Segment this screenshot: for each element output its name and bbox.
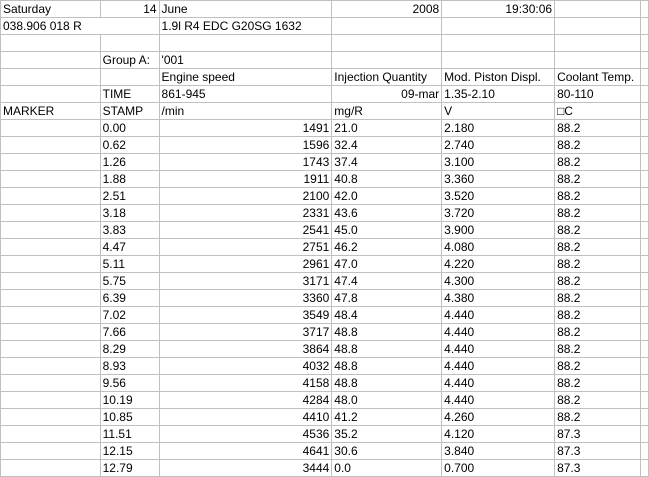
cell-stamp[interactable]: 12.15 (100, 443, 159, 460)
cell-engine-speed[interactable]: 1596 (159, 137, 332, 154)
cell-stamp[interactable]: 5.75 (100, 273, 159, 290)
table-row (1, 443, 649, 460)
cell-engine-speed[interactable]: 2100 (159, 188, 332, 205)
column-ranges-row (1, 86, 649, 103)
cell-marker[interactable] (1, 239, 101, 256)
cell-empty[interactable] (641, 205, 649, 222)
cell-piston-displ[interactable]: 4.440 (442, 358, 555, 375)
cell-piston-displ[interactable]: 4.440 (442, 392, 555, 409)
table-row (1, 392, 649, 409)
cell-injection-quantity[interactable]: 43.6 (332, 205, 442, 222)
cell-engine-speed[interactable]: 4032 (159, 358, 332, 375)
cell-empty[interactable] (641, 52, 649, 69)
header-row-date (1, 1, 649, 18)
table-row (1, 222, 649, 239)
cell-unit-injection[interactable]: mg/R (332, 103, 442, 120)
cell-col-name-injection[interactable]: Injection Quantity (332, 69, 442, 86)
cell-coolant-temp[interactable]: 88.2 (555, 375, 641, 392)
table-row (1, 426, 649, 443)
cell-stamp[interactable]: 7.02 (100, 307, 159, 324)
cell-time[interactable]: 19:30:06 (442, 1, 555, 18)
cell-injection-quantity[interactable]: 35.2 (332, 426, 442, 443)
cell-empty[interactable] (641, 307, 649, 324)
table-row (1, 341, 649, 358)
cell-engine-speed[interactable]: 2331 (159, 205, 332, 222)
cell-injection-quantity[interactable]: 48.8 (332, 375, 442, 392)
cell-marker[interactable] (1, 409, 101, 426)
cell-marker[interactable] (1, 358, 101, 375)
cell-coolant-temp[interactable]: 88.2 (555, 324, 641, 341)
cell-empty[interactable] (641, 120, 649, 137)
cell-stamp[interactable]: 10.19 (100, 392, 159, 409)
cell-marker[interactable] (1, 188, 101, 205)
cell-marker[interactable] (1, 460, 101, 477)
cell-empty[interactable] (641, 358, 649, 375)
cell-piston-displ[interactable]: 3.720 (442, 205, 555, 222)
cell-stamp[interactable]: 0.62 (100, 137, 159, 154)
cell-marker[interactable] (1, 171, 101, 188)
table-row (1, 358, 649, 375)
cell-empty[interactable] (641, 154, 649, 171)
cell-coolant-temp[interactable]: 87.3 (555, 426, 641, 443)
cell-coolant-temp[interactable]: 88.2 (555, 341, 641, 358)
cell-stamp[interactable]: 11.51 (100, 426, 159, 443)
table-row (1, 171, 649, 188)
cell-empty[interactable] (641, 35, 649, 52)
cell-empty[interactable] (641, 239, 649, 256)
cell-empty[interactable] (641, 324, 649, 341)
cell-injection-quantity[interactable]: 45.0 (332, 222, 442, 239)
cell-range-coolant[interactable]: 80-110 (555, 86, 641, 103)
cell-engine-speed[interactable]: 3864 (159, 341, 332, 358)
cell-injection-quantity[interactable]: 21.0 (332, 120, 442, 137)
cell-injection-quantity[interactable]: 46.2 (332, 239, 442, 256)
cell-empty[interactable] (555, 1, 641, 18)
cell-coolant-temp[interactable]: 88.2 (555, 171, 641, 188)
cell-empty[interactable] (442, 52, 555, 69)
cell-piston-displ[interactable]: 3.840 (442, 443, 555, 460)
cell-injection-quantity[interactable]: 30.6 (332, 443, 442, 460)
cell-empty[interactable] (332, 52, 442, 69)
cell-group-value[interactable]: '001 (159, 52, 332, 69)
cell-injection-quantity[interactable]: 47.4 (332, 273, 442, 290)
cell-piston-displ[interactable]: 4.120 (442, 426, 555, 443)
data-rows-body (1, 120, 649, 477)
cell-stamp[interactable]: 9.56 (100, 375, 159, 392)
cell-empty[interactable] (332, 18, 442, 35)
cell-marker[interactable] (1, 307, 101, 324)
cell-stamp[interactable]: 10.85 (100, 409, 159, 426)
cell-empty[interactable] (641, 137, 649, 154)
cell-marker[interactable] (1, 137, 101, 154)
table-row (1, 154, 649, 171)
cell-engine-speed[interactable]: 2961 (159, 256, 332, 273)
cell-empty[interactable] (641, 290, 649, 307)
cell-empty[interactable] (641, 86, 649, 103)
column-names-row (1, 69, 649, 86)
cell-empty[interactable] (641, 375, 649, 392)
cell-coolant-temp[interactable]: 88.2 (555, 188, 641, 205)
cell-stamp[interactable]: 7.66 (100, 324, 159, 341)
cell-col-name-speed[interactable]: Engine speed (159, 69, 332, 86)
cell-marker[interactable] (1, 392, 101, 409)
cell-empty[interactable] (641, 222, 649, 239)
table-row (1, 324, 649, 341)
cell-engine-speed[interactable]: 3171 (159, 273, 332, 290)
cell-piston-displ[interactable]: 2.740 (442, 137, 555, 154)
table-row (1, 460, 649, 477)
cell-piston-displ[interactable]: 4.440 (442, 375, 555, 392)
cell-empty[interactable] (641, 392, 649, 409)
cell-coolant-temp[interactable]: 88.2 (555, 205, 641, 222)
table-row (1, 307, 649, 324)
cell-piston-displ[interactable]: 2.180 (442, 120, 555, 137)
cell-empty[interactable] (641, 1, 649, 18)
cell-injection-quantity[interactable]: 48.4 (332, 307, 442, 324)
cell-marker[interactable] (1, 205, 101, 222)
column-units-row (1, 103, 649, 120)
cell-coolant-temp[interactable]: 88.2 (555, 392, 641, 409)
cell-piston-displ[interactable]: 4.440 (442, 324, 555, 341)
cell-coolant-temp[interactable]: 87.3 (555, 460, 641, 477)
table-row (1, 256, 649, 273)
cell-injection-quantity[interactable]: 32.4 (332, 137, 442, 154)
cell-unit-piston[interactable]: V (442, 103, 555, 120)
group-row (1, 52, 649, 69)
cell-coolant-temp[interactable]: 88.2 (555, 358, 641, 375)
cell-marker[interactable] (1, 290, 101, 307)
cell-empty[interactable] (1, 52, 101, 69)
cell-stamp[interactable]: 6.39 (100, 290, 159, 307)
cell-engine-speed[interactable]: 4284 (159, 392, 332, 409)
cell-marker[interactable] (1, 426, 101, 443)
cell-empty[interactable] (641, 409, 649, 426)
cell-empty[interactable] (555, 35, 641, 52)
table-row (1, 273, 649, 290)
cell-marker[interactable] (1, 443, 101, 460)
cell-marker[interactable] (1, 375, 101, 392)
cell-stamp[interactable]: 5.11 (100, 256, 159, 273)
cell-stamp[interactable]: 12.79 (100, 460, 159, 477)
cell-marker[interactable] (1, 256, 101, 273)
cell-empty[interactable] (641, 188, 649, 205)
cell-empty[interactable] (641, 460, 649, 477)
cell-empty[interactable] (641, 341, 649, 358)
cell-coolant-temp[interactable]: 88.2 (555, 256, 641, 273)
cell-piston-displ[interactable]: 4.260 (442, 409, 555, 426)
cell-empty[interactable] (442, 35, 555, 52)
cell-marker[interactable] (1, 222, 101, 239)
cell-empty[interactable] (641, 69, 649, 86)
blank-row (1, 35, 649, 52)
cell-piston-displ[interactable]: 3.360 (442, 171, 555, 188)
cell-marker[interactable] (1, 324, 101, 341)
cell-injection-quantity[interactable]: 37.4 (332, 154, 442, 171)
cell-piston-displ[interactable]: 4.300 (442, 273, 555, 290)
cell-engine-speed[interactable]: 3360 (159, 290, 332, 307)
header-row-part (1, 18, 649, 35)
cell-engine-speed[interactable]: 1911 (159, 171, 332, 188)
cell-empty[interactable] (159, 35, 332, 52)
cell-month[interactable]: June (159, 1, 332, 18)
cell-marker[interactable] (1, 273, 101, 290)
cell-engine-speed[interactable]: 3444 (159, 460, 332, 477)
cell-piston-displ[interactable]: 4.380 (442, 290, 555, 307)
cell-stamp[interactable]: 8.93 (100, 358, 159, 375)
cell-empty[interactable] (555, 52, 641, 69)
cell-unit-coolant[interactable]: □C (555, 103, 641, 120)
cell-marker[interactable] (1, 341, 101, 358)
cell-empty[interactable] (641, 256, 649, 273)
cell-empty[interactable] (332, 35, 442, 52)
cell-empty[interactable] (641, 443, 649, 460)
cell-injection-quantity[interactable]: 42.0 (332, 188, 442, 205)
cell-engine[interactable]: 1.9l R4 EDC G20SG 1632 (159, 18, 332, 35)
cell-empty[interactable] (641, 426, 649, 443)
cell-piston-displ[interactable]: 4.440 (442, 307, 555, 324)
cell-engine-speed[interactable]: 3549 (159, 307, 332, 324)
cell-empty[interactable] (641, 18, 649, 35)
cell-empty[interactable] (100, 35, 159, 52)
cell-injection-quantity[interactable]: 41.2 (332, 409, 442, 426)
cell-empty[interactable] (1, 35, 101, 52)
cell-piston-displ[interactable]: 4.440 (442, 341, 555, 358)
cell-empty[interactable] (442, 18, 555, 35)
cell-empty[interactable] (641, 103, 649, 120)
cell-marker[interactable] (1, 154, 101, 171)
cell-injection-quantity[interactable]: 40.8 (332, 171, 442, 188)
cell-injection-quantity[interactable]: 48.8 (332, 341, 442, 358)
table-row (1, 188, 649, 205)
cell-piston-displ[interactable]: 4.220 (442, 256, 555, 273)
cell-range-time[interactable]: TIME (100, 86, 159, 103)
cell-engine-speed[interactable]: 2751 (159, 239, 332, 256)
cell-coolant-temp[interactable]: 88.2 (555, 222, 641, 239)
cell-coolant-temp[interactable]: 88.2 (555, 239, 641, 256)
cell-engine-speed[interactable]: 1743 (159, 154, 332, 171)
table-row (1, 120, 649, 137)
table-row (1, 137, 649, 154)
cell-range-piston[interactable]: 1.35-2.10 (442, 86, 555, 103)
cell-coolant-temp[interactable]: 88.2 (555, 120, 641, 137)
cell-engine-speed[interactable]: 4536 (159, 426, 332, 443)
cell-coolant-temp[interactable]: 88.2 (555, 273, 641, 290)
cell-piston-displ[interactable]: 0.700 (442, 460, 555, 477)
cell-coolant-temp[interactable]: 88.2 (555, 409, 641, 426)
cell-engine-speed[interactable]: 3717 (159, 324, 332, 341)
cell-col-name-1[interactable] (100, 69, 159, 86)
table-row (1, 290, 649, 307)
cell-col-name-coolant[interactable]: Coolant Temp. (555, 69, 641, 86)
cell-coolant-temp[interactable]: 88.2 (555, 290, 641, 307)
cell-col-name-piston[interactable]: Mod. Piston Displ. (442, 69, 555, 86)
cell-piston-displ[interactable]: 4.080 (442, 239, 555, 256)
cell-engine-speed[interactable]: 4410 (159, 409, 332, 426)
table-row (1, 409, 649, 426)
cell-stamp[interactable]: 8.29 (100, 341, 159, 358)
cell-stamp[interactable]: 3.83 (100, 222, 159, 239)
cell-marker[interactable] (1, 120, 101, 137)
grid-body (1, 1, 649, 120)
cell-injection-quantity[interactable]: 48.8 (332, 324, 442, 341)
cell-stamp[interactable]: 1.26 (100, 154, 159, 171)
cell-col-name-0[interactable] (1, 69, 101, 86)
cell-group-label[interactable]: Group A: (100, 52, 159, 69)
table-row (1, 375, 649, 392)
cell-range-speed[interactable]: 861-945 (159, 86, 332, 103)
cell-stamp[interactable]: 2.51 (100, 188, 159, 205)
cell-unit-stamp[interactable]: STAMP (100, 103, 159, 120)
cell-stamp[interactable]: 1.88 (100, 171, 159, 188)
table-row (1, 205, 649, 222)
cell-engine-speed[interactable]: 2541 (159, 222, 332, 239)
cell-engine-speed[interactable]: 4641 (159, 443, 332, 460)
cell-range-injection[interactable]: 09-mar (332, 86, 442, 103)
cell-day[interactable]: Saturday (1, 1, 101, 18)
cell-coolant-temp[interactable]: 87.3 (555, 443, 641, 460)
table-row (1, 239, 649, 256)
cell-engine-speed[interactable]: 4158 (159, 375, 332, 392)
cell-stamp[interactable]: 4.47 (100, 239, 159, 256)
cell-engine-speed[interactable]: 1491 (159, 120, 332, 137)
cell-stamp[interactable]: 0.00 (100, 120, 159, 137)
cell-empty[interactable] (641, 171, 649, 188)
cell-range-0[interactable] (1, 86, 101, 103)
cell-piston-displ[interactable]: 3.520 (442, 188, 555, 205)
cell-stamp[interactable]: 3.18 (100, 205, 159, 222)
cell-injection-quantity[interactable]: 47.8 (332, 290, 442, 307)
cell-empty[interactable] (641, 273, 649, 290)
cell-coolant-temp[interactable]: 88.2 (555, 307, 641, 324)
cell-year[interactable]: 2008 (332, 1, 442, 18)
cell-piston-displ[interactable]: 3.100 (442, 154, 555, 171)
cell-unit-speed[interactable]: /min (159, 103, 332, 120)
cell-empty[interactable] (555, 18, 641, 35)
cell-injection-quantity[interactable]: 0.0 (332, 460, 442, 477)
cell-unit-marker[interactable]: MARKER (1, 103, 101, 120)
cell-coolant-temp[interactable]: 88.2 (555, 154, 641, 171)
cell-injection-quantity[interactable]: 47.0 (332, 256, 442, 273)
cell-date-num[interactable]: 14 (100, 1, 159, 18)
cell-coolant-temp[interactable]: 88.2 (555, 137, 641, 154)
cell-injection-quantity[interactable]: 48.8 (332, 358, 442, 375)
cell-part-number[interactable]: 038.906 018 R (1, 18, 160, 35)
cell-piston-displ[interactable]: 3.900 (442, 222, 555, 239)
cell-injection-quantity[interactable]: 48.0 (332, 392, 442, 409)
